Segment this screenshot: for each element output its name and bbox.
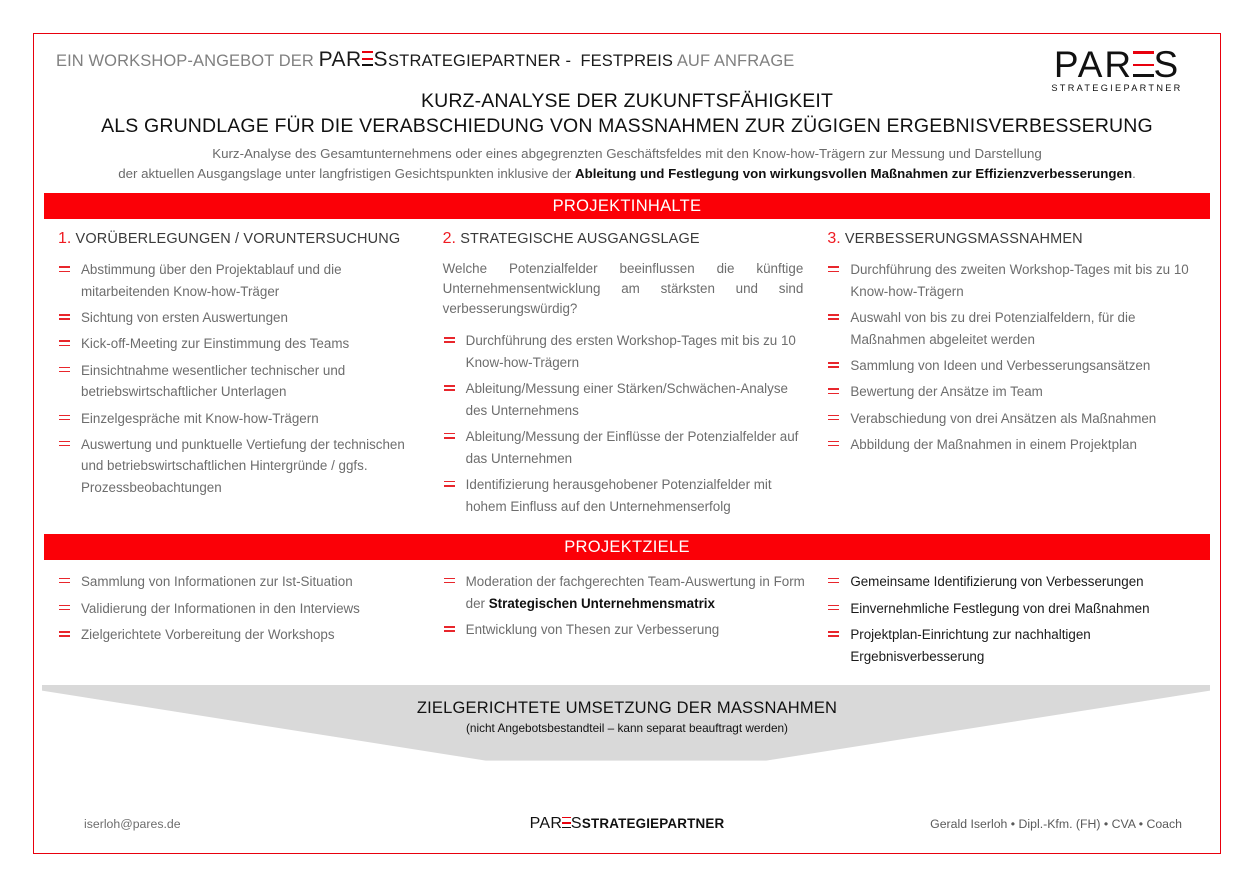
list-item: Verabschiedung von drei Ansätzen als Maßnahmen [827, 408, 1204, 430]
equals-bullet-icon [828, 415, 839, 421]
banner-projektinhalte: PROJEKTINHALTE [44, 193, 1210, 219]
content-columns [34, 230, 1220, 522]
column-1-heading [58, 230, 421, 248]
list-item: Moderation der fachgerechten Team-Auswertung in Form der Strategischen Unternehmensmatrix [443, 571, 806, 614]
equals-bullet-icon [444, 578, 455, 584]
pares-logo [1032, 46, 1202, 93]
equals-bullet-icon [444, 626, 455, 632]
list-item: Auswahl von bis zu drei Potenzialfeldern, für die Maßnahmen abgeleitet werden [827, 307, 1204, 350]
list-item: Einvernehmliche Festlegung von drei Maßnahmen [827, 598, 1204, 620]
equals-bullet-icon [59, 314, 70, 320]
content-column-1 [48, 230, 435, 522]
list-item: Durchführung des zweiten Workshop-Tages mit bis zu 10 Know-how-Trägern [827, 259, 1204, 302]
equals-bullet-icon [59, 578, 70, 584]
goals-column-1-list [58, 571, 419, 646]
equals-bullet-icon [444, 385, 455, 391]
column-2-list [443, 330, 808, 517]
equals-bullet-icon [828, 631, 839, 637]
page-title-line1: KURZ-ANALYSE DER ZUKUNFTSFÄHIGKEIT [420, 90, 834, 112]
column-3-title: VERBESSERUNGSMASSNAHMEN [844, 231, 1083, 248]
header-prefix: EIN WORKSHOP-ANGEBOT DER [56, 52, 314, 70]
pares-e-icon [362, 51, 374, 66]
header-price-label: FESTPREIS [580, 52, 674, 70]
subtitle-line2-bold: Ableitung und Festlegung von wirkungsvollen Maßnahmen zur Effizienzverbesserungen [575, 166, 1133, 182]
equals-bullet-icon [828, 314, 839, 320]
column-3-number: 3. [827, 230, 841, 248]
equals-bullet-icon [59, 367, 70, 373]
header-brand-logotype: PAR S [318, 48, 388, 71]
goals-column-1 [48, 571, 435, 673]
list-item: Gemeinsame Identifizierung von Verbesserungen [827, 571, 1204, 593]
equals-bullet-icon [444, 433, 455, 439]
subtitle-line2-pre: der aktuellen Ausgangslage unter langfristigen Gesichtspunkten inklusive der [118, 166, 576, 182]
arrow-headline: ZIELGERICHTETE UMSETZUNG DER MASSNAHMEN [416, 698, 838, 717]
goals-column-3-list [827, 571, 1204, 668]
goals-column-2-list [443, 571, 806, 641]
list-item: Validierung der Informationen in den Interviews [58, 598, 419, 620]
list-item: Ableitung/Messung der Einflüsse der Potenzialfelder auf das Unternehmen [443, 426, 808, 469]
footer-brand: PAR SSTRATEGIEPARTNER [529, 815, 725, 832]
list-item: Einzelgespräche mit Know-how-Trägern [58, 408, 421, 430]
logo-wordmark: PAR S [1053, 44, 1181, 85]
list-item: Bewertung der Ansätze im Team [827, 381, 1204, 403]
list-item: Sammlung von Ideen und Verbesserungsansätzen [827, 355, 1204, 377]
list-item: Identifizierung herausgehobener Potenzialfelder mit hohem Einfluss auf den Unternehmenserfolg [443, 474, 808, 517]
goals-columns [34, 571, 1220, 673]
content-column-2 [435, 230, 822, 522]
equals-bullet-icon [828, 266, 839, 272]
equals-bullet-icon [59, 441, 70, 447]
equals-bullet-icon [59, 415, 70, 421]
equals-bullet-icon [444, 481, 455, 487]
list-item: Sichtung von ersten Auswertungen [58, 307, 421, 329]
list-item: Durchführung des ersten Workshop-Tages mit bis zu 10 Know-how-Trägern [443, 330, 808, 373]
list-item: Zielgerichtete Vorbereitung der Workshops [58, 624, 419, 646]
subtitle-line2-post: . [1132, 166, 1136, 182]
equals-bullet-icon [828, 605, 839, 611]
column-3-list [827, 259, 1204, 455]
header [34, 34, 1220, 93]
footer-pares-e-icon [562, 817, 571, 828]
equals-bullet-icon [59, 631, 70, 637]
footer-credentials: Gerald Iserloh • Dipl.-Kfm. (FH) • CVA • Coach [930, 817, 1182, 831]
column-1-list [58, 259, 421, 499]
arrow-text-block [34, 699, 1220, 735]
list-item: Kick-off-Meeting zur Einstimmung des Teams [58, 333, 421, 355]
list-item: Auswertung und punktuelle Vertiefung der technischen und betriebswirtschaftlichen Hintergründe / ggfs. Prozessbeobachtungen [58, 434, 421, 499]
list-item: Sammlung von Informationen zur Ist-Situation [58, 571, 419, 593]
header-brand-word: STRATEGIEPARTNER [387, 52, 561, 70]
subtitle-line1: Kurz-Analyse des Gesamtunternehmens oder eines abgegrenzten Geschäftsfeldes mit den Know-how-Trägern zur Messung und Darstellung [212, 145, 1042, 161]
page-title-line2: ALS GRUNDLAGE FÜR DIE VERABSCHIEDUNG VON MASSNAHMEN ZUR ZÜGIGEN ERGEBNISVERBESSERUNG [101, 114, 1153, 137]
list-item: Einsichtnahme wesentlicher technischer und betriebswirtschaftlicher Unterlagen [58, 360, 421, 403]
footer [34, 815, 1220, 839]
list-item: Abstimmung über den Projektablauf und die mitarbeitenden Know-how-Träger [58, 259, 421, 302]
list-item: Entwicklung von Thesen zur Verbesserung [443, 619, 806, 641]
equals-bullet-icon [828, 388, 839, 394]
column-2-heading [443, 230, 808, 248]
column-3-heading [827, 230, 1204, 248]
equals-bullet-icon [59, 605, 70, 611]
column-2-intro: Welche Potenzialfelder beeinflussen die künftige Unternehmensentwicklung am stärksten und sind verbesserungswürdig? [442, 261, 804, 317]
column-1-number: 1. [58, 230, 72, 248]
header-separator: - [565, 52, 572, 70]
column-2-number: 2. [442, 230, 456, 248]
arrow-subline: (nicht Angebotsbestandteil – kann separat beauftragt werden) [465, 720, 788, 735]
header-price-value: AUF ANFRAGE [676, 52, 795, 70]
list-item: Ableitung/Messung einer Stärken/Schwächen-Analyse des Unternehmens [443, 378, 808, 421]
logo-subline: STRATEGIEPARTNER [1051, 82, 1183, 93]
equals-bullet-icon [59, 266, 70, 272]
logo-pares-e-icon [1133, 51, 1153, 77]
footer-email[interactable]: iserloh@pares.de [84, 817, 181, 831]
implementation-arrow [34, 685, 1220, 761]
equals-bullet-icon [828, 578, 839, 584]
content-column-3 [821, 230, 1208, 522]
offer-sheet-frame [33, 33, 1221, 854]
column-1-title: VORÜBERLEGUNGEN / VORUNTERSUCHUNG [75, 231, 401, 248]
goals-column-3 [821, 571, 1208, 673]
banner-projektziele: PROJEKTZIELE [44, 534, 1210, 560]
subtitle-block [52, 144, 1202, 184]
goals-column-2 [435, 571, 822, 673]
title-block [34, 86, 1220, 184]
equals-bullet-icon [59, 340, 70, 346]
equals-bullet-icon [444, 337, 455, 343]
equals-bullet-icon [828, 362, 839, 368]
list-item: Projektplan-Einrichtung zur nachhaltigen Ergebnisverbesserung [827, 624, 1204, 667]
column-2-title: STRATEGISCHE AUSGANGSLAGE [460, 231, 700, 248]
equals-bullet-icon [828, 441, 839, 447]
list-item: Abbildung der Maßnahmen in einem Projektplan [827, 434, 1204, 456]
